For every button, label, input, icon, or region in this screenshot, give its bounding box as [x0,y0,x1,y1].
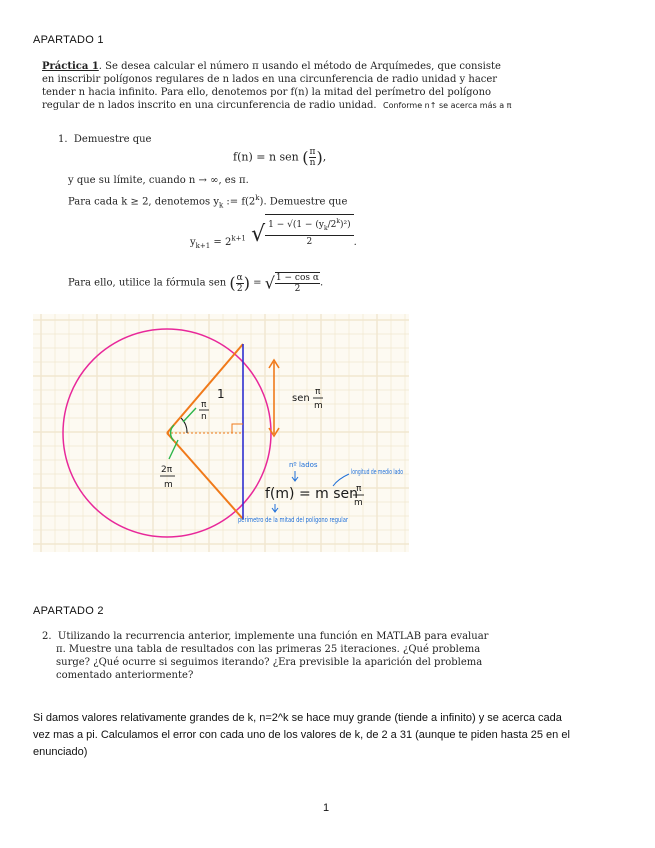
practica-label: Práctica 1 [42,61,99,72]
answer-line-3: enunciado) [33,746,88,758]
item-1-number: 1. [58,134,68,145]
apartado-2-heading: APARTADO 2 [33,605,104,617]
label-radius: 1 [217,387,225,401]
handwritten-note: Conforme n↑ se acerca más a π [382,101,512,110]
recur-eq: = 2 [210,237,232,248]
recur-sub: k+1 [195,242,211,250]
practica-line-1-text: . Se desea calcular el número π usando el método de Arquímedes, que consiste [98,61,501,72]
label-perimetro: perímetro de la mitad del polígono regular [238,516,349,524]
para-text-b: := f(2 [223,196,256,208]
para-text [68,192,347,212]
label-nlados: nº lados [289,461,318,469]
practica-line-3: tender n hacia infinito. Para ello, denotemos por f(n) la mitad del perímetro del polígono [42,87,492,98]
archimedes-diagram [33,314,409,552]
formula-tail: , [322,150,327,164]
hint-root: √ [264,273,275,293]
practica-line-1 [42,60,602,73]
para-sup-k: k [255,194,260,202]
answer-paragraph [33,710,633,761]
label-angle-den: n [201,412,207,422]
para-text-c: ). Demuestre que [259,196,348,208]
root-num-sup: k [336,218,340,225]
item-2-line-1 [42,630,562,643]
item-2-line-1-text: Utilizando la recurrencia anterior, implemente una función en MATLAB para evaluar [57,631,489,642]
root-num-a: 1 − √(1 − (y [268,220,324,230]
hint-formula [68,272,323,294]
label-angle-num: π [201,400,207,410]
limit-text: y que su límite, cuando n → ∞, es π. [68,175,249,186]
hint-num: 1 − cos α [275,273,319,283]
label-2pi-num: 2π [161,465,173,475]
item-2-line-4: comentado anteriormente? [56,670,194,681]
label-longitud: longitud de medio lado [351,468,403,476]
root-body [265,214,354,249]
recur-period: . [353,237,357,248]
root-num-sub: k [323,224,328,232]
hint-frac [275,272,320,294]
answer-line-1: Si damos valores relativamente grandes de k, n=2^k se hace muy grande (tiende a infinito) y se acerca cada [33,712,562,724]
hint-arg-den: 2 [236,283,243,294]
answer-line-2: vez mas a pi. Calculamos el error con cada uno de los valores de k, de 2 a 31 (aunque te piden hasta 25 en el [33,729,570,741]
root-num-b: /2 [327,220,337,230]
para-sub-k: k [218,201,224,210]
hint-eq: = [249,277,265,289]
item-2-line-2: π. Muestre una tabla de resultados con las primeras 25 iteraciones. ¿Qué problema [56,644,481,655]
item-2-paragraph [42,630,562,682]
item-2-line-3: surge? ¿Qué ocurre si seguimos iterando? ¿Era previsible la aparición del problema [56,657,483,668]
hint-paren-close: ) [243,273,250,293]
recurrence-root [251,214,357,249]
practica-line-4 [42,99,602,112]
hint-arg-num: α [236,272,243,283]
label-sen-den: m [314,401,323,411]
practica-paragraph [42,60,602,112]
root-num-c: )²) [339,220,351,230]
recur-sup: k+1 [231,234,246,243]
label-formula: f(m) = m sen [265,486,358,502]
label-sen-num: π [315,387,321,397]
label-sen: sen [292,393,310,404]
hint-den: 2 [294,284,301,294]
recurrence-lhs [190,234,246,250]
hint-arg-frac [236,273,244,294]
label-2pi-den: m [164,480,173,490]
label-formula-den: m [354,498,363,508]
root-numerator [265,215,354,236]
hint-period: . [319,277,324,289]
apartado-1-heading: APARTADO 1 [33,34,104,46]
page-number: 1 [323,802,330,814]
hint-paren-open: ( [229,273,236,293]
practica-line-4-text: regular de n lados inscrito en una circunferencia de radio unidad. [42,100,377,111]
formula-den: n [309,158,316,168]
recur-y: y [190,237,196,248]
item-1-intro-text: Demuestre que [73,134,152,145]
hint-prefix: Para ello, utilice la fórmula sen [68,277,227,289]
formula-num: π [309,147,316,157]
root-sign: √ [251,222,266,247]
formula-f-n-lhs: f(n) = n sen [233,150,299,164]
paren-close: ) [316,148,323,167]
item-1-intro [58,133,151,146]
item-2-number: 2. [42,631,52,642]
label-formula-num: π [356,484,362,494]
paren-open: ( [302,148,309,167]
recurrence-formula [190,214,357,249]
para-text-a: Para cada k ≥ 2, denotemos y [68,196,219,208]
practica-line-2: en inscribir polígonos regulares de n lados en una circunferencia de radio unidad y hacer [42,74,498,85]
formula-f-n [233,147,326,168]
root-denominator: 2 [306,236,313,247]
